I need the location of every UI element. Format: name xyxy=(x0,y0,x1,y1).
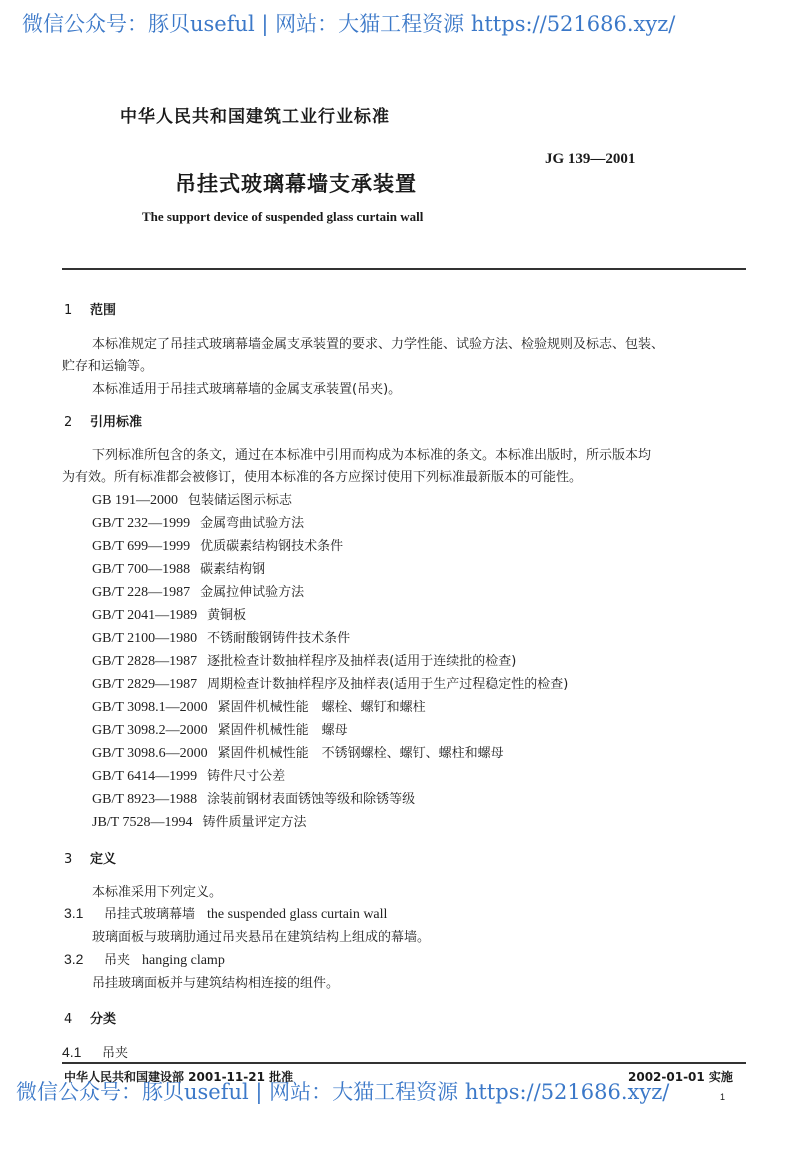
definition-number: 3.2 xyxy=(64,951,84,967)
section-number: 1 xyxy=(64,303,73,318)
section-heading-definitions xyxy=(64,848,116,867)
reference-code: GB/T 228—1987 xyxy=(92,585,191,600)
reference-title: 涂装前钢材表面锈蚀等级和除锈等级 xyxy=(207,792,416,807)
reference-code: GB/T 3098.6—2000 xyxy=(92,746,208,761)
section-number: 3 xyxy=(64,852,73,867)
subsection-number: 4.1 xyxy=(62,1044,82,1060)
reference-item xyxy=(92,627,350,647)
reference-title: 周期检查计数抽样程序及抽样表(适用于生产过程稳定性的检查) xyxy=(207,677,569,692)
effective-date: 2002-01-01 实施 xyxy=(628,1070,733,1084)
definition-term-cn: 吊挂式玻璃幕墙 xyxy=(104,907,196,922)
reference-title: 碳素结构钢 xyxy=(200,562,266,577)
watermark-bottom: 微信公众号：豚贝useful | 网站：大猫工程资源 https://521686.xyz/ xyxy=(16,1080,670,1104)
section-title: 定义 xyxy=(90,852,117,867)
reference-item xyxy=(92,673,568,693)
reference-code: GB/T 6414—1999 xyxy=(92,769,198,784)
definition-term-cn: 吊夹 xyxy=(104,953,131,968)
reference-title: 黄铜板 xyxy=(207,608,247,623)
reference-item xyxy=(92,535,343,555)
reference-code: GB/T 8923—1988 xyxy=(92,792,198,807)
references-intro-line1: 下列标准所包含的条文，通过在本标准中引用而构成为本标准的条文。本标准出版时，所示版本均 xyxy=(92,448,652,463)
subsection-heading-4-1 xyxy=(62,1042,128,1061)
reference-code: GB/T 2100—1980 xyxy=(92,631,198,646)
reference-title: 包装储运图示标志 xyxy=(187,493,292,508)
definition-term-3-2 xyxy=(64,949,225,969)
reference-code: GB/T 699—1999 xyxy=(92,539,191,554)
watermark-top: 微信公众号：豚贝useful | 网站：大猫工程资源 https://521686.xyz/ xyxy=(22,12,676,36)
reference-title: 紧固件机械性能 不锈钢螺栓、螺钉、螺柱和螺母 xyxy=(217,746,504,761)
reference-title: 不锈耐酸钢铸件技术条件 xyxy=(207,631,351,646)
reference-item xyxy=(92,788,415,808)
reference-title: 紧固件机械性能 螺母 xyxy=(217,723,348,738)
reference-code: GB/T 2041—1989 xyxy=(92,608,198,623)
section-heading-scope xyxy=(64,299,116,318)
section-number: 2 xyxy=(64,415,73,430)
definition-term-en: hanging clamp xyxy=(142,953,225,968)
page-number: 1 xyxy=(720,1092,726,1102)
reference-title: 铸件尺寸公差 xyxy=(207,769,286,784)
definition-term-en: the suspended glass curtain wall xyxy=(207,907,388,922)
scope-paragraph-line2: 贮存和运输等。 xyxy=(62,359,154,374)
section-title: 范围 xyxy=(90,303,117,318)
reference-title: 金属弯曲试验方法 xyxy=(200,516,305,531)
document-subtitle: The support device of suspended glass curtain wall xyxy=(142,209,424,224)
reference-title: 紧固件机械性能 螺栓、螺钉和螺柱 xyxy=(217,700,426,715)
reference-code: GB/T 232—1999 xyxy=(92,516,191,531)
reference-item xyxy=(92,650,516,670)
approval-info: 中华人民共和国建设部 2001-11-21 批准 xyxy=(64,1070,294,1084)
definition-term-3-1 xyxy=(64,903,387,923)
section-heading-references xyxy=(64,411,142,430)
section-number: 4 xyxy=(64,1012,73,1027)
reference-code: GB/T 2828—1987 xyxy=(92,654,198,669)
reference-code: GB 191—2000 xyxy=(92,493,178,508)
reference-item xyxy=(92,512,304,532)
scope-paragraph-line1: 本标准规定了吊挂式玻璃幕墙金属支承装置的要求、力学性能、试验方法、检验规则及标志、包装、 xyxy=(92,337,665,352)
footer-divider xyxy=(62,1062,746,1064)
reference-title: 优质碳素结构钢技术条件 xyxy=(200,539,344,554)
subsection-title: 吊夹 xyxy=(102,1046,129,1061)
scope-paragraph-2: 本标准适用于吊挂式玻璃幕墙的金属支承装置(吊夹)。 xyxy=(92,382,402,397)
document-title: 吊挂式玻璃幕墙支承装置 xyxy=(175,172,417,196)
definition-number: 3.1 xyxy=(64,905,84,921)
section-heading-classification xyxy=(64,1008,116,1027)
reference-code: JB/T 7528—1994 xyxy=(92,815,193,830)
reference-item xyxy=(92,696,426,716)
header-divider xyxy=(62,268,746,270)
reference-code: GB/T 2829—1987 xyxy=(92,677,198,692)
reference-item xyxy=(92,719,348,739)
definition-text-3-1: 玻璃面板与玻璃肋通过吊夹悬吊在建筑结构上组成的幕墙。 xyxy=(92,930,431,945)
standard-code: JG 139—2001 xyxy=(545,151,636,167)
reference-title: 逐批检查计数抽样程序及抽样表(适用于连续批的检查) xyxy=(207,654,517,669)
section-title: 引用标准 xyxy=(90,415,143,430)
references-intro-line2: 为有效。所有标准都会被修订，使用本标准的各方应探讨使用下列标准最新版本的可能性。 xyxy=(62,470,583,485)
reference-code: GB/T 3098.1—2000 xyxy=(92,700,208,715)
reference-item xyxy=(92,604,246,624)
reference-item xyxy=(92,742,504,762)
reference-item xyxy=(92,765,285,785)
reference-item xyxy=(92,581,304,601)
section-title: 分类 xyxy=(90,1012,117,1027)
reference-item xyxy=(92,811,307,831)
reference-title: 金属拉伸试验方法 xyxy=(200,585,305,600)
definition-text-3-2: 吊挂玻璃面板并与建筑结构相连接的组件。 xyxy=(92,976,340,991)
definitions-intro: 本标准采用下列定义。 xyxy=(92,885,223,900)
reference-item xyxy=(92,489,292,509)
reference-code: GB/T 3098.2—2000 xyxy=(92,723,208,738)
reference-item xyxy=(92,558,265,578)
reference-title: 铸件质量评定方法 xyxy=(202,815,307,830)
standard-organization: 中华人民共和国建筑工业行业标准 xyxy=(120,107,390,127)
reference-code: GB/T 700—1988 xyxy=(92,562,191,577)
